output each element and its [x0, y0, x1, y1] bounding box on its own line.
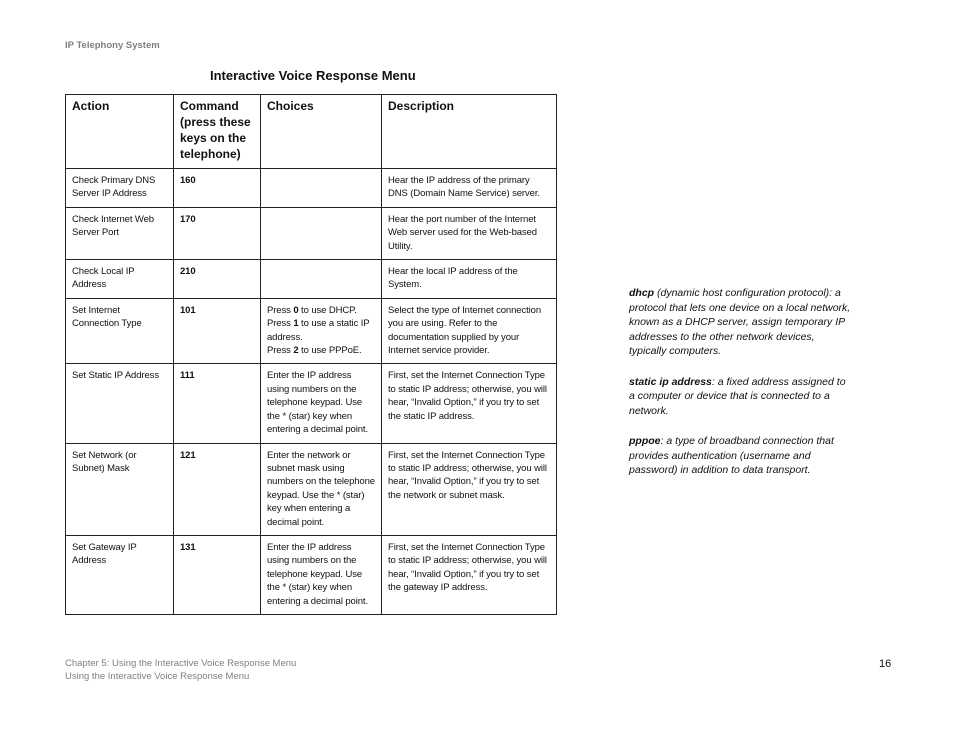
cell-description: Select the type of Internet connection you are using. Refer to the documentation supplied by your Internet service provider.	[382, 298, 557, 364]
cell-command: 131	[174, 535, 261, 614]
glossary-definition: : a type of broadband connection that provides authentication (username and password) in addition to data transport.	[629, 435, 834, 476]
cell-choices	[261, 298, 382, 364]
choice-text: Enter the IP address using numbers on the telephone keypad. Use the * (star) key when entering a decimal point.	[267, 541, 369, 607]
choice-text: Press	[267, 345, 294, 357]
cell-action: Check Primary DNS Server IP Address	[66, 169, 174, 208]
choice-text: Enter the IP address using numbers on the telephone keypad. Use the * (star) key when entering a decimal point.	[267, 370, 369, 436]
glossary-term: dhcp	[629, 287, 655, 299]
column-header-action: Action	[66, 95, 174, 169]
choice-text: Press	[267, 318, 294, 330]
cell-action: Set Static IP Address	[66, 364, 174, 443]
footer-chapter: Chapter 5: Using the Interactive Voice Response Menu	[65, 658, 297, 669]
glossary-entry	[629, 375, 854, 419]
table-row	[66, 260, 557, 299]
cell-choices	[261, 260, 382, 299]
table-row	[66, 169, 557, 208]
column-header-choices: Choices	[261, 95, 382, 169]
ivr-menu-table	[65, 94, 557, 615]
page-footer	[65, 657, 296, 683]
choice-line	[267, 449, 375, 529]
cell-command: 101	[174, 298, 261, 364]
table-row	[66, 364, 557, 443]
table-title: Interactive Voice Response Menu	[210, 68, 416, 83]
cell-choices	[261, 443, 382, 535]
table-row	[66, 443, 557, 535]
cell-command: 170	[174, 207, 261, 259]
page-number: 16	[879, 658, 892, 670]
table-header-row	[66, 95, 557, 169]
table-row	[66, 535, 557, 614]
table-row	[66, 298, 557, 364]
choice-line	[267, 541, 375, 608]
choice-text: Press	[267, 304, 294, 316]
cell-action: Check Local IP Address	[66, 260, 174, 299]
choice-line	[267, 369, 375, 436]
choice-text: to use PPPoE.	[298, 345, 362, 357]
cell-action: Set Network (or Subnet) Mask	[66, 443, 174, 535]
table-body	[66, 169, 557, 615]
cell-choices	[261, 169, 382, 208]
running-header: IP Telephony System	[65, 40, 160, 51]
choice-key: 0	[293, 304, 299, 316]
cell-description: First, set the Internet Connection Type to static IP address; otherwise, you will hear, “Invalid Option,” if you try to set the network or subnet mask.	[382, 443, 557, 535]
cell-action: Set Gateway IP Address	[66, 535, 174, 614]
choice-line	[267, 304, 375, 317]
cell-choices	[261, 207, 382, 259]
choice-key: 1	[293, 318, 299, 330]
cell-action: Set Internet Connection Type	[66, 298, 174, 364]
cell-description: Hear the IP address of the primary DNS (Domain Name Service) server.	[382, 169, 557, 208]
footer-section: Using the Interactive Voice Response Menu	[65, 671, 250, 682]
cell-choices	[261, 364, 382, 443]
cell-description: Hear the port number of the Internet Web server used for the Web-based Utility.	[382, 207, 557, 259]
choice-text: Enter the network or subnet mask using numbers on the telephone keypad. Use the * (star) key when entering a decimal point.	[267, 449, 375, 528]
choice-line	[267, 317, 375, 344]
glossary-entry	[629, 286, 854, 359]
cell-description: First, set the Internet Connection Type to static IP address; otherwise, you will hear, “Invalid Option,” if you try to set the gateway IP address.	[382, 535, 557, 614]
cell-description: Hear the local IP address of the System.	[382, 260, 557, 299]
cell-action: Check Internet Web Server Port	[66, 207, 174, 259]
choice-text: to use a static IP address.	[267, 318, 370, 343]
choice-text: to use DHCP.	[298, 304, 357, 316]
choice-line	[267, 344, 375, 357]
cell-command: 121	[174, 443, 261, 535]
table-row	[66, 207, 557, 259]
glossary-definition: (dynamic host configuration protocol): a protocol that lets one device on a local network, known as a DHCP server, assign temporary IP addresses to the other network devices, typically computers.	[629, 287, 851, 357]
cell-command: 160	[174, 169, 261, 208]
glossary-definition: : a fixed address assigned to a computer or device that is connected to a network.	[629, 375, 846, 417]
cell-command: 210	[174, 260, 261, 299]
glossary-entry	[629, 434, 854, 478]
cell-command: 111	[174, 364, 261, 443]
glossary-term: pppoe	[629, 435, 661, 447]
column-header-command: Command (press these keys on the telephone)	[174, 95, 261, 169]
choice-key: 2	[293, 345, 299, 357]
column-header-description: Description	[382, 95, 557, 169]
glossary-sidebar	[629, 286, 854, 494]
glossary-term: static ip address	[629, 375, 712, 388]
cell-description: First, set the Internet Connection Type to static IP address; otherwise, you will hear, “Invalid Option,” if you try to set the static IP address.	[382, 364, 557, 443]
cell-choices	[261, 535, 382, 614]
